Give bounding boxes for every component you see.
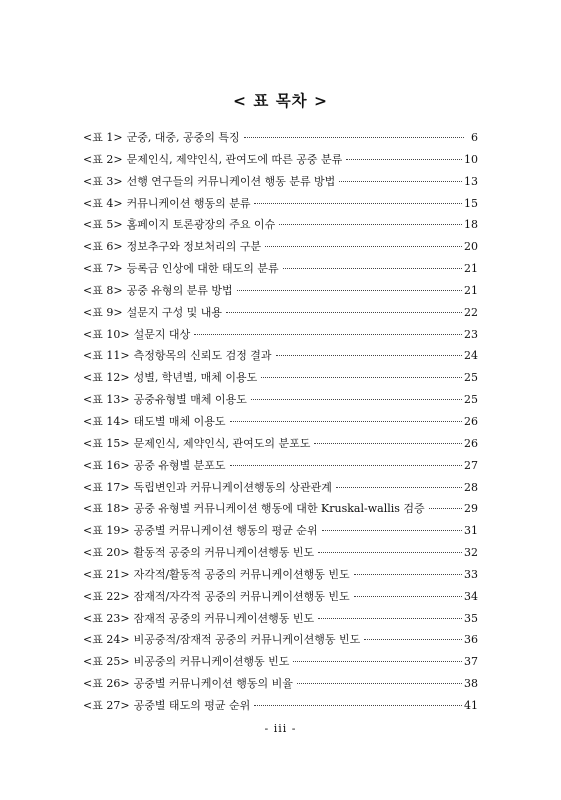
dot-leader [322,530,462,531]
toc-entry-label: 공중 유형별 분포도 [133,458,226,472]
toc-entry-number: <표 14> [83,414,130,428]
dot-leader [194,334,462,335]
toc-entry-number: <표 12> [83,371,130,385]
dot-leader [293,661,462,662]
toc-entry[interactable] [83,631,478,653]
toc-entry-page: 31 [464,524,478,538]
toc-entry-label: 공중별 커뮤니케이션 행동의 비율 [133,677,293,691]
toc-entry-page: 28 [464,480,478,494]
toc-entry[interactable] [83,304,478,326]
dot-leader [265,246,462,247]
dot-leader [364,639,462,640]
toc-entry[interactable] [83,697,478,719]
toc-entry-page: 35 [464,611,478,625]
toc-entry[interactable] [83,413,478,435]
toc-entry-label: 자각적/활동적 공중의 커뮤니케이션행동 빈도 [133,567,350,581]
toc-entry-number: <표 15> [83,436,130,450]
toc-entry-number: <표 17> [83,480,130,494]
dot-leader [230,465,462,466]
toc-entry[interactable] [83,326,478,348]
toc-entry[interactable] [83,238,478,260]
toc-entry-page: 22 [464,305,478,319]
toc-entry-label: 선행 연구들의 커뮤니케이션 행동 분류 방법 [126,174,336,188]
table-of-tables [83,129,478,719]
toc-entry-number: <표 3> [83,174,123,188]
toc-entry-number: <표 16> [83,458,130,472]
dot-leader [230,421,462,422]
toc-entry[interactable] [83,129,478,151]
dot-leader [283,268,462,269]
toc-entry[interactable] [83,260,478,282]
toc-entry-number: <표 5> [83,218,123,232]
dot-leader [297,683,462,684]
toc-entry-page: 10 [464,152,478,166]
toc-entry-label: 설문지 대상 [133,327,191,341]
toc-entry-number: <표 24> [83,633,130,647]
toc-entry-page: 29 [464,502,478,516]
dot-leader [318,618,462,619]
toc-entry-number: <표 22> [83,589,130,603]
toc-entry-number: <표 19> [83,524,130,538]
toc-entry-number: <표 18> [83,502,130,516]
toc-entry[interactable] [83,457,478,479]
toc-entry-number: <표 2> [83,152,123,166]
dot-leader [226,312,462,313]
page-title: < 표 목차 > [232,92,329,110]
toc-entry-number: <표 23> [83,611,130,625]
dot-leader [318,552,462,553]
toc-entry-number: <표 13> [83,393,130,407]
toc-entry-number: <표 7> [83,262,123,276]
toc-entry[interactable] [83,675,478,697]
toc-entry-page: 38 [464,677,478,691]
toc-entry-page: 41 [464,698,478,712]
dot-leader [254,203,462,204]
toc-entry-label: 커뮤니케이션 행동의 분류 [126,196,251,210]
toc-entry[interactable] [83,610,478,632]
toc-entry-number: <표 6> [83,240,123,254]
toc-entry-label: 측정항목의 신뢰도 검정 결과 [133,349,272,363]
dot-leader [429,508,462,509]
page-number-footer: - iii - [264,722,297,735]
toc-entry[interactable] [83,522,478,544]
dot-leader [354,596,462,597]
toc-entry-label: 성별, 학년별, 매체 이용도 [133,371,258,385]
toc-entry[interactable] [83,347,478,369]
toc-entry-label: 잠재적/자각적 공중의 커뮤니케이션행동 빈도 [133,589,350,603]
toc-entry-label: 공중유형별 매체 이용도 [133,393,247,407]
toc-entry-page: 37 [464,655,478,669]
toc-entry-number: <표 26> [83,677,130,691]
toc-entry-number: <표 21> [83,567,130,581]
toc-entry-label: 공중별 태도의 평균 순위 [133,698,251,712]
toc-entry[interactable] [83,588,478,610]
dot-leader [354,574,462,575]
toc-entry[interactable] [83,500,478,522]
toc-entry-page: 36 [464,633,478,647]
toc-entry-number: <표 4> [83,196,123,210]
toc-entry-page: 27 [464,458,478,472]
toc-entry-label: 설문지 구성 및 내용 [126,305,223,319]
toc-entry-page: 18 [464,218,478,232]
toc-entry[interactable] [83,566,478,588]
toc-entry-label: 공중 유형의 분류 방법 [126,283,233,297]
toc-entry-number: <표 27> [83,698,130,712]
toc-entry[interactable] [83,435,478,457]
toc-entry[interactable] [83,216,478,238]
toc-entry-page: 33 [464,567,478,581]
dot-leader [336,487,462,488]
toc-entry-label: 정보추구와 정보처리의 구분 [126,240,262,254]
toc-entry-page: 26 [464,414,478,428]
toc-entry-page: 20 [464,240,478,254]
toc-entry[interactable] [83,544,478,566]
dot-leader [251,399,462,400]
dot-leader [279,224,462,225]
toc-entry-number: <표 20> [83,546,130,560]
toc-entry[interactable] [83,479,478,501]
toc-entry[interactable] [83,653,478,675]
toc-entry-page: 13 [464,174,478,188]
toc-entry-label: 공중 유형별 커뮤니케이션 행동에 대한 Kruskal-wallis 검증 [133,502,425,516]
toc-entry-page: 25 [464,371,478,385]
toc-entry-number: <표 8> [83,283,123,297]
toc-entry-page: 25 [464,393,478,407]
toc-entry-page: 6 [471,131,478,144]
dot-leader [237,290,462,291]
dot-leader [346,159,462,160]
toc-entry-number: <표 11> [83,349,130,363]
toc-entry-number: <표 10> [83,327,130,341]
toc-entry-label: 문제인식, 제약인식, 관여도에 따른 공중 분류 [126,152,343,166]
dot-leader [339,181,462,182]
toc-entry-page: 26 [464,436,478,450]
dot-leader [254,705,462,706]
toc-entry-label: 독립변인과 커뮤니케이션행동의 상관관계 [133,480,332,494]
toc-entry[interactable] [83,173,478,195]
dot-leader [276,355,462,356]
toc-entry-number: <표 9> [83,305,123,319]
toc-entry-label: 비공중의 커뮤니케이션행동 빈도 [133,655,290,669]
toc-entry-label: 공중별 커뮤니케이션 행동의 평균 순위 [133,524,318,538]
toc-entry-page: 21 [464,283,478,297]
toc-entry[interactable] [83,369,478,391]
toc-entry-page: 24 [464,349,478,363]
toc-entry-label: 군중, 대중, 공중의 특징 [126,131,240,144]
toc-entry-label: 활동적 공중의 커뮤니케이션행동 빈도 [133,546,315,560]
toc-entry-number: <표 1> [83,131,123,144]
toc-entry[interactable] [83,151,478,173]
toc-entry-label: 비공중적/잠재적 공중의 커뮤니케이션행동 빈도 [133,633,361,647]
toc-entry-page: 21 [464,262,478,276]
toc-entry-number: <표 25> [83,655,130,669]
toc-entry-label: 문제인식, 제약인식, 관여도의 분포도 [133,436,311,450]
toc-entry-label: 잠재적 공중의 커뮤니케이션행동 빈도 [133,611,315,625]
toc-entry-page: 23 [464,327,478,341]
toc-entry[interactable] [83,391,478,413]
toc-entry-label: 태도별 매체 이용도 [133,414,226,428]
toc-entry-label: 등록금 인상에 대한 태도의 분류 [126,262,279,276]
toc-entry-page: 34 [464,589,478,603]
toc-entry[interactable] [83,282,478,304]
dot-leader [314,443,462,444]
toc-entry[interactable] [83,195,478,217]
dot-leader [261,377,462,378]
toc-entry-page: 32 [464,546,478,560]
toc-entry-label: 홈페이지 토론광장의 주요 이슈 [126,218,276,232]
toc-entry-page: 15 [464,196,478,210]
dot-leader [244,137,464,138]
